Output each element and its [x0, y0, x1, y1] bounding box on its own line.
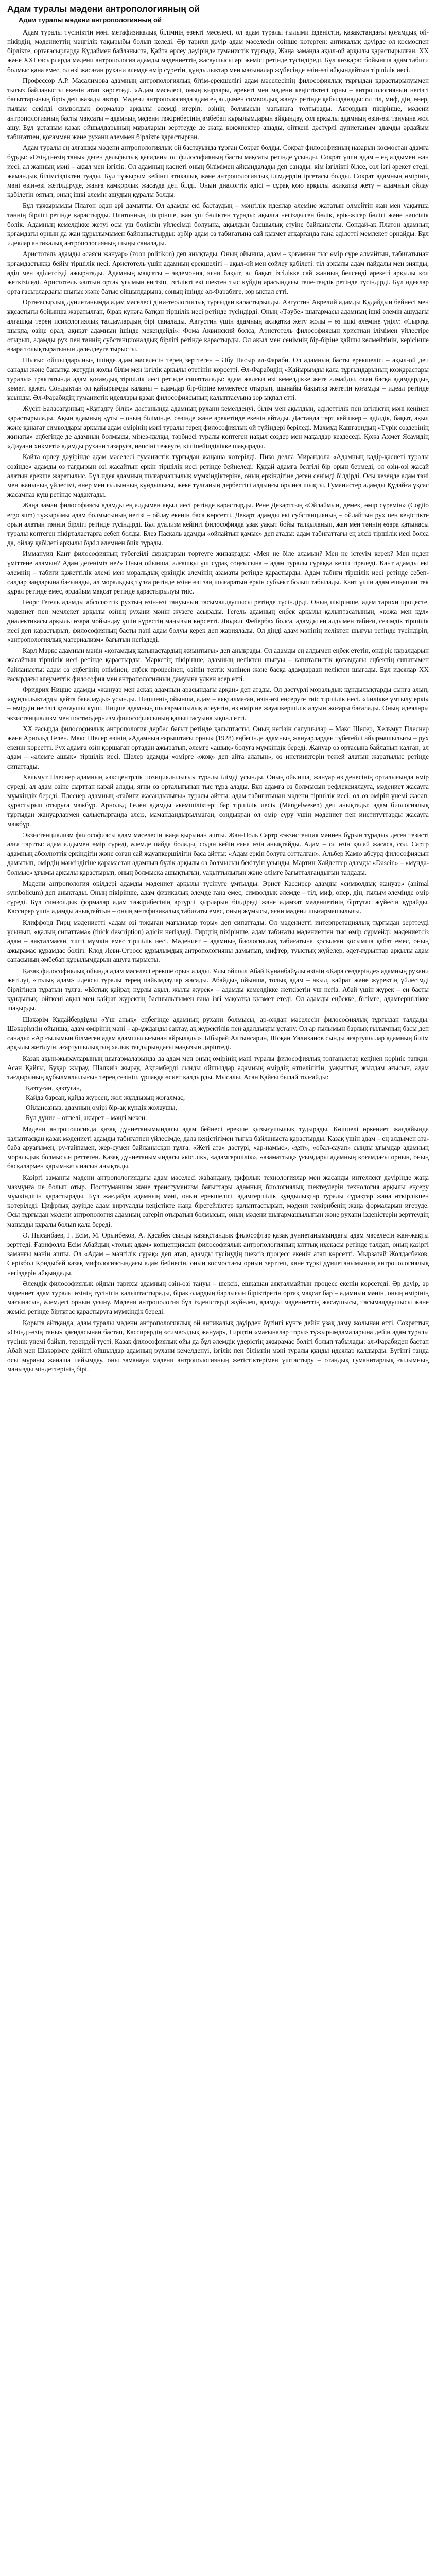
verse-line: Бұл дүние – өтпелі, ақырет – мәңгі мекен. [26, 1113, 147, 1122]
verse-line: Қайда барсаң, қайда жүрсең, жол жұлдызың жоғалмас, [26, 1094, 185, 1102]
paragraph: Қазіргі заманғы мәдени антропологиядағы адам мәселесі жаһандану, цифрлық технологиялар мен жасанды интеллект дәуірінде жаңа мазмұнға ие болып отыр. Постгуманизм және трансгуманизм бағыттары адамның биологиялық шектеулерін технология арқылы еңсеру мүмкіндігін қарастырады. Бұл жағдайда адамның мәні, оның ерекшелігі, адамгершілік құндылықтар туралы сұрақтар жаңа өткірлікпен көтеріледі. Цифрлық дәуірде адам виртуалды кеңістікте жаңа бірегейліктер қалыптастырып, мәдени тәжірибенің жаңа формаларын игеруде. Осы тұрғыдан мәдени антропология адамның өзгеріп отыратын болмысын, оның мәдени шығармашылығын және рухани іздenістерін зерттеудің маңызды құралы болып қала береді. [7, 1173, 429, 1228]
paragraph: Экзистенциализм философиясы адам мәселесін жаңа қырынан ашты. Жан-Поль Сартр «экзистенция мәннен бұрын тұрады» деген тезисті алға тартты: адам алдымен өмір сүреді, әлемде пайда болады, содан кейін ғана өзін анықтайды. Адам – ол өзін қалай жасаса, сол. Сартр адамның абсолюттік еркіндігін және соған сай жауапкершілігін баса айтты: «Адам еркін болуға сотталған». Альбер Камю абсурд философиясын дамытып, өмірдің мәнсіздігіне қарамастан адамның бүлік арқылы өз болмысын бекітуін ұсынды. Мартин Хайдеггер адамды «Dasein» – «мұнда-болмыс» ұғымы арқылы қарастырып, оның болмысқа ашықтығын, уақыттылығын және өлімге бағытталғандығын талдады. [7, 831, 429, 876]
paragraph: Иммануил Кант философияның түбегейлі сұрақтарын төртеуге жинақтады: «Мен не біле аламын? Мен не істеуім керек? Мен неден үміттене аламын? Адам дегеніміз не?» Оның ойынша, алғашқы үш сұрақ соңғысына – адам туралы сұраққа келіп тіреледі. Кант адамды екі әлемнің – табиғи қажеттілік әлемі мен моральдық еркіндік әлемінің азаматы ретінде қарастырды. Адам табиғи тіршілік иесі ретінде себеп-салдар заңдарына бағынады, ал моральдық тұлға ретінде өзіне өзі заң шығаратын еркін субъект болып табылады. Кант үшін адам ешқашан тек құрал ретінде емес, әрдайым мақсат ретінде қарастырылуы тиіс. [7, 550, 429, 595]
paragraph: Хельмут Плеснер адамның «эксцентрлік позициялылығы» туралы ілімді ұсынды. Оның ойынша, жануар өз денесінің орталығында өмір сүреді, ал адам өзіне сырттан қарай алады, яғни өз орталығынан тыс тұра алады. Бұл адамға өз болмысын рефлексиялауға, мәдениет жасауға мүмкіндік береді. Плеснер адамның «табиғи жасандылығы» туралы айтты: адам табиғатынан мәдени тіршілік иесі, ол өз өмірін үнемі жасап, құрастырып отыруға мәжбүр. Арнольд Гелен адамды «кемшіліктері бар тіршілік иесі» (Mängelwesen) деп анықтады: адам биологиялық тұрғыдан жануарлармен салыстырғанда әлсіз, мамандандырылмаған, сондықтан ол өмір сүру үшін мәдениет пен институттарды жасауға мәжбүр. [7, 773, 429, 828]
paragraph: Қорыта айтқанда, адам туралы мәдени антропологиялық ой антикалық дәуірден бүгінгі күнге дейін ұзақ даму жолынан өтті. Сократтың «Өзіңді-өзің таны» қағидасынан бастап, Кассирердің «символдық жануар», Гирцтің «мағыналар торы» тұжырымдамаларына дейін адам туралы түсінік үнемі байып, тереңдей түсті. Қазақ философиялық ойы да бұл әлемдік үдерістің ажырамас бөлігі болып табылады: әл-Фарабиден бастап Абай мен Шәкәрімге дейінгі ойшылдар адамның рухани кемелденуі, ізгілік пен білімнің мәні туралы құнды идеялар қалдырды. Бүгінгі таңда осы мұраны жаңаша пайымдау, оны заманауи мәдени антропологияның жетістіктерімен ұштастыру – отандық гуманитарлық ғылымның маңызды міндеттерінің бірі. [7, 1318, 429, 1374]
paragraph: Профессор А.Р. Масалимова адамның антропологиялық бітім-ерекшелігі адам мәселесінің философиялық тұрғыдан қарастырылуымен тығыз байланысты екенін атап көрсетеді. «Адам мәселесі, оның қырлары, әрекеті мен мәдени кеңістіктегі орны – антропологияның негізгі бағыттарының бірі» деп жазады автор. Мәдени антропологияда адам ең алдымен символдық жанұя ретінде қабылданады: ол тіл, миф, дін, өнер, ғылым секілді символдық формалар арқылы әлемді игеріп, өзінің болмысын мағынаға толтырады. Автордың пікірінше, мәдени антропологияның басты мақсаты – адамның мәдени тәжірибесінің әмбебап құрылымдарын айқындау, сол арқылы адамның өзін-өзі тануына жол ашу. Бұл ұстаным қазақ ойшылдарының мұраларын зерттеуде де жаңа көкжиектер ашады, өйткені дәстүрлі дүниетаным адамды әрдайым табиғатпен, қоғаммен және рухани әлеммен бірлікте қарастырған. [7, 76, 429, 141]
paragraph: Қазақ ақын-жырауларының шығармаларында да адам мен оның өмірінің мәні туралы философиялық толғаныстар кеңінен көрініс тапқан. Асан Қайғы, Бұқар жырау, Шалкиіз жырау, Ақтамберді сынды ойшылдар адамның өмірдің өтпелілігін, уақыттың жылдам ағысын, адам тағдырының құбылмалылығын терең сезініп, ұрпаққа өсиет қалдырды. Мысалы, Асан Қайғы былай толғайды: [7, 1054, 429, 1081]
paragraph: Фридрих Ницше адамды «жануар мен асқақ адамның арасындағы арқан» деп атады. Ол дәстүрлі моральдық құндылықтарды сынға алып, «құндылықтарды қайта бағалауды» ұсынды. Ницшенің ойынша, адам – аяқталмаған, өзін-өзі еңсеруге тиіс тіршілік иесі. «Билікке ұмтылу еркі» – өмірдің негізгі қозғаушы күші. Ницше адамның шығармашылық әлеуетін, өз өміріне жауапкершілік алуын жоғары бағалады. Оның идеялары экзистенциализм мен постмодернизм философиясының қалыптасуына ықпал етті. [7, 686, 429, 722]
paragraph: Әлемдік философиялық ойдың тарихы адамның өзін-өзі тануы – шексіз, ешқашан аяқталмайтын процесс екенін көрсетеді. Әр дәуір, әр мәдениет адам туралы өзінің түсінігін қалыптастырады, бірақ олардың барлығын біріктіретін ортақ мақсат бар – адамның мәнін, оның өмірінің мағынасын, әлемдегі орнын ұғыну. Мәдени антропология бұл ізденістерді жүйелеп, адамды мәдениеттің жасаушысы, тасымалдаушысы және жемісі ретінде біртұтас қарастыруға мүмкіндік береді. [7, 1279, 429, 1316]
paragraph: Шәкәрім Құдайбердіұлы «Үш анық» еңбегінде адамның рухани болмысы, ар-ождан мәселесін философиялық тұрғыдан талдады. Шәкәрімнің ойынша, адам өмірінің мәні – ар-ұжданды сақтау, ақ жүректілік пен адалдықты ұстану. Ол ар ғылымын барлық ғылымның басы деп санады: «Ар ғылымын білмеген адам адамшылығынан айрылады». Ыбырай Алтынсарин, Шоқан Уәлиханов сынды ағартушылар адамның білім арқылы жетілуін, ағартушылықтың халық тағдырындағы маңызын дәріптеді. [7, 1015, 429, 1052]
paragraph: Аристотель адамды «саяси жануар» (zoon politikon) деп анықтады. Оның ойынша, адам – қоғамнан тыс өмір сүре алмайтын, табиғатынан қоғамдастыққа бейім тіршілік иесі. Аристотель үшін адамның ерекшелігі – ақыл-ой мен сөйлеу қабілеті: тіл арқылы адам пайдалы мен зиянды, әділ мен әділетсізді ажыратады. Адамның мақсаты – эвдемония, яғни бақыт, ал бақыт ізгілікке сай жанның белсенді әрекеті арқылы қол жеткізіледі. Аристотель «алтын орта» ұғымын енгізіп, ізгілікті екі шектен тыс күйдің арасындағы тепе-теңдік ретінде түсіндірді. Бұл идеялар орта ғасырлардағы шығыс және батыс ойшылдарына, соның ішінде әл-Фарабиге, зор ықпал етті. [7, 250, 429, 295]
paragraph: Карл Маркс адамның мәнін «қоғамдық қатынастардың жиынтығы» деп анықтады. Ол адамды ең алдымен еңбек ететін, өндіріс құралдарын жасайтын тіршілік иесі ретінде қарастырды. Маркстің пікірінше, адамның иеліктен шығуы – капиталистік қоғамдағы еңбектің сипатымен байланысты: адам өз еңбегінің өнімінен, еңбек процесінен, өзінің тектік мәнінен және басқа адамдардан иеліктен шығады. Бұл идеялар ХХ ғасырдағы әлеуметтік философия мен антропологияның дамуына үлкен әсер етті. [7, 647, 429, 683]
paragraph: Шығыс ойшылдарының ішінде адам мәселесін терең зерттеген – Әбу Насыр әл-Фараби. Ол адамның басты ерекшелігі – ақыл-ой деп санады және бақытқа жетудің жолы білім мен ізгілік арқылы өтетінін көрсетті. Әл-Фарабидің «Қайырымды қала тұрғындарының көзқарастары туралы» трактатында адам қоғамдық тіршілік иесі ретінде сипатталады: адам жалғыз өзі кемелдікке жете алмайды, оған басқа адамдардың көмегі қажет. Сондықтан ол қайырымды қаланы – адамдар бір-біріне көмектесе отырып, шынайы бақытқа жететін қоғамды – идеал ретінде ұсынды. Әл-Фарабидің гуманистік идеялары қазақ философиясының қалыптасуына зор ықпал етті. [7, 356, 429, 402]
article-body [7, 28, 429, 1375]
paragraph: Қазақ философиялық ойында адам мәселесі ерекше орын алады. Ұлы ойшыл Абай Құнанбайұлы өзінің «Қара сөздерінде» адамның рухани жетілуі, «толық адам» идеясы туралы терең пайымдаулар жасады. Абайдың ойынша, толық адам – ақыл, қайрат және жүректің үйлесімді бірлігінен тұратын тұлға. «Ыстық қайрат, нұрлы ақыл, жылы жүрек» – адамды кемелдікке жеткізетін үш негіз. Абай үшін жүрек – ең басты құндылық, өйткені ақыл мен қайрат жүректің басшылығымен ғана ізгі мақсатқа қызмет етеді. Ол адамды еңбекке, білімге, адамгершілікке шақырды. [7, 967, 429, 1012]
paragraph: Жаңа заман философиясы адамды ең алдымен ақыл иесі ретінде қарастырды. Рене Декарттың «Ойлаймын, демек, өмір сүремін» (Cogito ergo sum) тұжырымы адам болмысының негізі – ойлау екенін баса көрсетті. Декарт адамды екі субстанцияның – ойлайтын рух пен кеңістікте орын алатын тәннің бірлігі ретінде түсіндірді. Бұл дуализм кейінгі философияда ұзақ уақыт бойы талқыланып, жан мен тәннің өзара қатынасы туралы көптеген пікірталастарға себеп болды. Блез Паскаль адамды «ойлайтын қамыс» деп атады: адам табиғаттағы ең әлсіз тіршілік иесі болса да, ойлау қабілеті арқылы бүкіл әлемнен биік тұрады. [7, 501, 429, 547]
paragraph: ХХ ғасырда философиялық антропология дербес бағыт ретінде қалыптасты. Оның негізін салушылар – Макс Шелер, Хельмут Плеснер және Арнольд Гелен. Макс Шелер өзінің «Адамның ғарыштағы орны» (1928) еңбегінде адамның жануарлардан түбегейлі айырмашылығы – рух екенін көрсетті. Рух адамға өзін қоршаған ортадан ажыратып, әлемге «ашық» болуға мүмкіндік береді. Жануар өз ортасына байланып қалған, ал адам – «әлемге ашық» тіршілік иесі. Шелер адамды «өмірге «жоқ» деп айта алатын», өз инстинктерін тежей алатын жаратылыс ретінде сипаттады. [7, 724, 429, 770]
paragraph: Мәдени антропологияда қазақ дүниетанымындағы адам бейнесі ерекше қызығушылық тудырады. Көшпелі өркениет жағдайында қалыптасқан қазақ мәдениеті адамды табиғатпен үйлесімде, дала кеңістігімен тығыз байланыста қарастырды. Қазақ үшін адам – ең алдымен ата-баба аруағымен, ру-тайпамен, жер-сумен байланысқан тұлға. «Жеті ата» дәстүрі, «ар-намыс», «ұят», «обал-сауап» сынды ұғымдар адамның моральдық болмысын реттеген. Қазақ дүниетанымындағы «кісілік», «адамгершілік», «азаматтық» ұғымдары адамның қоғамдағы орнын, оның басқалармен қарым-қатынасын анықтады. [7, 1125, 429, 1171]
paragraph: Адам туралы түсініктің мәні метафизикалық білімнің өзекті мәселесі, ол адам туралы ғылыми ізденістің, қазақстандағы қоғамдық ой-пікірдің, мәдениеттің мәңгілік тақырыбы болып келеді. Әр тарихи дәуір адам мәселесін өзінше көтерген: антикалық дәуірде ол космоспен бірлікте, ортағасырларда Құдаймен байланыста, Қайта өрлеу дәуірінде гуманистік тұрғыда, Жаңа заманда ақыл-ой арқылы қарастырылған. ХХ және ХХІ ғасырларда мәдени антропология адамды мәдениеттің жасаушысы әрі жемісі ретінде түсіндіреді. Бұл көзқарас бойынша адам табиғи болмыс қана емес, ол өзі жасаған рухани әлемде өмір сүретін, құндылықтар мен мағыналар жүйесінде өзін-өзі айқындайтын тіршілік иесі. [7, 28, 429, 74]
page-title: Адам туралы мәдени антропологияның ой [7, 4, 200, 14]
paragraph: Бұл тұжырымды Платон одан әрі дамытты. Ол адамды екі бастаудың – мәңгілік идеялар әлеміне жататын өлмейтін жан мен уақытша тәннің бірлігі ретінде қарастырды. Платонның пікірінше, жан үш бөліктен тұрады: ақылға негізделген бөлік, ерік-жігер бөлігі және нәпсілік бөлік. Адамның кемелдікке жетуі осы үш бөліктің үйлесімді болуына, ақылдың басшылық етуіне байланысты. Сондай-ақ Платон адамның қоғамдағы орнын да жан құрылымымен байланыстырды: әрбір адам өз табиғатына сай қызмет атқарғанда ғана әділетті мемлекет орнайды. Бұл идеялар антикалық антропологияның шыңы саналады. [7, 201, 429, 247]
paragraph: Адам туралы ең алғашқы мәдени антропологиялық ой бастауында тұрған Сократ болды. Сократ философияның назарын космостан адамға бұрды: «Өзіңді-өзің таны» деген дельфылық қағиданы ол философияның басты мақсаты ретінде ұсынды. Сократ үшін адам – ең алдымен жан иесі, ал жанның мәні – ақыл мен ізгілік. Ол адамның қасиеті оның білімімен айқындалады деп санады: кім ізгілікті білсе, сол ізгі әрекет етеді, жамандық білімсіздіктен туады. Бұл тұжырым кейінгі этикалық және антропологиялық ілімдердің іргетасы болды. Сократ адамның өмірінің мәні өзін-өзі жетілдіруде, жанға қамқорлық жасауда деп білді. Оның диалогтік әдісі – сұрақ қою арқылы ақиқатқа жету – адамның ойлау қабілетін оятып, оның ішкі әлемін ашудың құралы болды. [7, 144, 429, 199]
paragraph: Жүсіп Баласағұнның «Құтадғу білік» дастанында адамның рухани кемелденуі, білім мен ақылдың, әділеттілік пен ізгіліктің мәні кеңінен қарастырылады. Ақын адамның құты – оның білімінде, сөзінде және әрекетінде екенін айтады. Дастанда төрт кейіпкер – әділдік, бақыт, ақыл және қанағат символдары арқылы адам өмірінің мәні туралы терең философиялық ой түйіндері беріледі. Махмұд Қашғаридың «Түрік сөздерінің жинағы» еңбегінде де адамның болмысы, мінез-құлқы, тәрбиесі туралы көптеген нақыл сөздер мен мақалдар кездеседі. Қожа Ахмет Ясауидің «Диуани хикметі» адамды рухани тазаруға, нәпсіні тежеуге, кішіпейілділікке шақырады. [7, 404, 429, 450]
verse-line: Қазтуған, қазтуған, [26, 1084, 82, 1092]
paragraph: Ә. Нысанбаев, Ғ. Есім, М. Орынбеков, А. Қасабек сынды қазақстандық философтар қазақ дүниетанымындағы адам мәселесін жан-жақты зерттеді. Ғарифолла Есім Абайдың «толық адам» концепциясын философиялық антропологияның ұлттық нұсқасы ретінде талдап, оның қазіргі заманғы мәнін ашты. Ол «Адам – мәңгілік сұрақ» деп атап, адамды түсінудің шексіз процесс екенін атап көрсетті. Мырзатай Жолдасбеков, Серікбол Қондыбай қазақ мифологиясындағы адам бейнесін, оның космостағы орнын зерттеп, көне түркі дүниетанымының антропологиялық негіздерін айқындады. [7, 1231, 429, 1277]
verse-line: Ойлансаңыз, адамның өмірі бір-ақ күндік жолаушы, [26, 1104, 177, 1112]
paragraph: Георг Гегель адамды абсолюттік рухтың өзін-өзі тануының тасымалдаушысы ретінде түсіндірді. Оның пікірінше, адам тарихи процесте, мәдениет пен мемлекет арқылы өзінің рухани мәнін жүзеге асырады. Гегель адамның еңбек арқылы қалыптасатынын, «қожа мен құл» диалектикасы арқылы өзара мойындау үшін күрестің маңызын көрсетті. Людвиг Фейербах болса, адамды ең алдымен табиғи, сезімдік тіршілік иесі деп қарастырып, философияның басты пәні адам болуы керек деп жариялады. Ол дінді адам мәнінің иеліктен шығуы ретінде түсіндіріп, «антропологиялық материализм» бағытын негіздеді. [7, 598, 429, 643]
page-subtitle: Адам туралы мәдени антропологияның ой [19, 16, 162, 24]
paragraph: Ортағасырлық дүниетанымда адам мәселесі діни-теологиялық тұрғыдан қарастырылды. Августин Аврелий адамды Құдайдың бейнесі мен ұқсастығы бойынша жаратылған, бірақ күнәға батқан тіршілік иесі ретінде түсіндірді. Оның «Тәубе» шығармасы адамның ішкі әлемін ашудағы алғашқы терең психологиялық талдаулардың бірі саналады. Августин үшін адамның ақиқатқа жету жолы – өз ішкі әлеміне үңілу: «Сыртқа шықпа, өзіңе орал, ақиқат адамның ішінде мекендейді». Фома Аквинский болса, Аристотель философиясын христиан ілімімен үйлестіре отырып, адамды рух пен тәннің субстанционалдық бірлігі ретінде қарастырды. Ол ақыл мен сенімнің бір-біріне қайшы келмейтінін, керісінше өзара толықтыратынын дәлелдеуге тырысты. [7, 298, 429, 353]
paragraph: Мәдени антропология өкілдері адамды мәдениет арқылы түсінуге ұмтылды. Эрнст Кассирер адамды «символдық жануар» (animal symbolicum) деп анықтады. Оның пікірінше, адам физикалық әлемде ғана емес, символдық әлемде – тіл, миф, өнер, дін, ғылым әлемінде өмір сүреді. Бұл символдық формалар адам тәжірибесінің әртүрлі қырларын білдіреді және адамзат мәдениетінің біртұтас жүйесін құрайды. Кассирер үшін адамды анықтайтын – оның метафизикалық табиғаты емес, оның жұмысы, яғни мәдени шығармашылығы. [7, 879, 429, 916]
paragraph: Қайта өрлеу дәуірінде адам мәселесі гуманистік тұрғыдан жаңаша көтерілді. Пико делла Мирандола «Адамның қадір-қасиеті туралы сөзінде» адамды өз тағдырын өзі жасайтын еркін тіршілік иесі ретінде бейнеледі: Құдай адамға белгілі бір орын бермеді, ол өзін-өзі жасай алатын ерекше жаратылыс. Бұл идея адамның шығармашылық мүмкіндіктеріне, оның еркіндігіне деген сенімді білдірді. Осы кезеңде адам тәні мен жанының үйлесімі, өнер мен ғылымның құндылығы, жеке тұлғаның дербестігі алдыңғы орынға шықты. Гуманистер адамды Құдайға ұқсас жасампаз күш ретінде мадақтады. [7, 453, 429, 498]
paragraph: Клиффорд Гирц мәдениетті «адам өзі тоқыған мағыналар торы» деп сипаттады. Ол мәдениетті интерпретациялық тұрғыдан зерттеуді ұсынып, «қалың сипаттама» (thick description) әдісін негіздеді. Гирцтің пікірінше, адам табиғаты мәдениеттен тыс өмір сүрмейді: мәдениетсіз адам – аяқталмаған, тіпті мүмкін емес тіршілік иесі. Мәдениет – адамның биологиялық табиғатына қосылған қосымша қабат емес, оның ажырамас құрамдас бөлігі. Клод Леви-Стросс құрылымдық антропологияны дамытып, мифтер, туыстық жүйелер, әдет-ғұрыптар арқылы адам санасының әмбебап құрылымдарын ашуға тырысты. [7, 918, 429, 964]
